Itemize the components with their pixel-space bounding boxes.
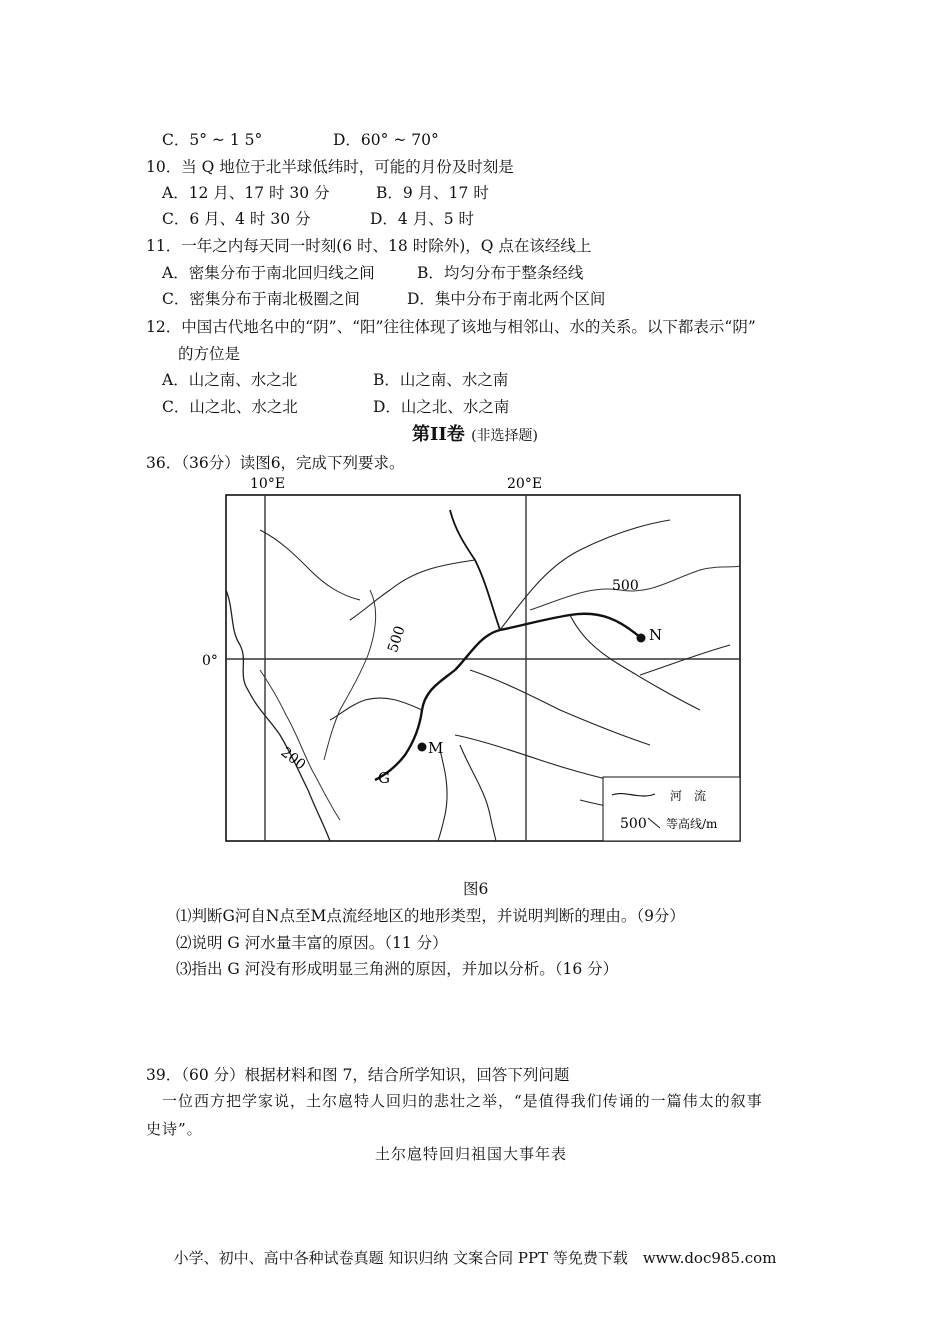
section-title-main: 第II卷 [411,424,465,445]
q12-stem-line2: 的方位是 [178,345,241,363]
q39-material-line1: 一位西方把学家说，土尔扈特人回归的悲壮之举，“是值得我们传诵的一篇伟太的叙事 [162,1092,763,1110]
section-title [0,420,950,446]
q10-option-d: D．4 月、5 时 [370,210,475,228]
q36-sub1: ⑴判断G河自N点至M点流经地区的地形类型，并说明判断的理由。（9分） [176,907,685,925]
q36-sub2: ⑵说明 G 河水量丰富的原因。（11 分） [176,934,448,952]
q11-option-d: D．集中分布于南北两个区间 [407,290,606,308]
q10-stem: 10．当 Q 地位于北半球低纬时，可能的月份及时刻是 [146,158,514,176]
q11-option-c: C．密集分布于南北极圈之间 [162,290,360,308]
label-10e: 10°E [250,476,286,492]
q11-option-b: B．均匀分布于整条经线 [417,264,584,282]
legend-river-label: 河 流 [670,789,707,803]
q9-option-c: C．5° ~ 1 5° [162,131,263,149]
q12-option-a: A．山之南、水之北 [162,371,298,389]
q10-option-a: A．12 月、17 时 30 分 [162,184,330,202]
map-figure [200,470,750,850]
q39-table-title: 土尔扈特回归祖国大事年表 [375,1145,568,1163]
label-point-n: N [649,626,663,644]
legend-contour-label: 等高线/m [666,817,718,831]
label-contour-500-left: 500 [385,624,409,655]
q11-option-a: A．密集分布于南北回归线之间 [162,264,375,282]
section-title-sub: (非选择题) [471,428,539,444]
label-equator: 0° [202,653,218,669]
label-contour-200: 200 [277,744,309,774]
footer-ad: 小学、初中、高中各种试卷真题 知识归纳 文案合同 PPT 等免费下载 www.doc985.com [173,1249,777,1267]
label-20e: 20°E [507,476,543,492]
q10-option-b: B．9 月、17 时 [376,184,489,202]
label-contour-500-top: 500 [612,578,639,594]
q39-stem: 39．（60 分）根据材料和图 7，结合所学知识，回答下列问题 [146,1066,570,1084]
q39-material-line2: 史诗”。 [146,1120,203,1138]
q12-option-b: B．山之南、水之南 [373,371,509,389]
label-point-m: M [428,739,444,757]
point-m-marker [418,743,427,752]
q10-option-c: C．6 月、4 时 30 分 [162,210,311,228]
q9-option-d: D．60° ~ 70° [333,131,439,149]
q12-stem-line1: 12．中国古代地名中的“阴”、“阳”往往体现了该地与相邻山、水的关系。以下都表示“阴” [146,318,756,336]
legend-contour-value: 500 [620,816,647,832]
q36-stem: 36．（36分）读图6，完成下列要求。 [146,454,405,472]
q11-stem: 11．一年之内每天同一时刻(6 时、18 时除外)，Q 点在该经线上 [146,237,592,255]
label-river-g: G [378,769,390,787]
q12-option-d: D．山之北、水之南 [373,398,510,416]
q12-option-c: C．山之北、水之北 [162,398,298,416]
point-n-marker [637,634,646,643]
figure-caption: 图6 [463,880,489,898]
q36-sub3: ⑶指出 G 河没有形成明显三角洲的原因，并加以分析。（16 分） [176,960,619,978]
